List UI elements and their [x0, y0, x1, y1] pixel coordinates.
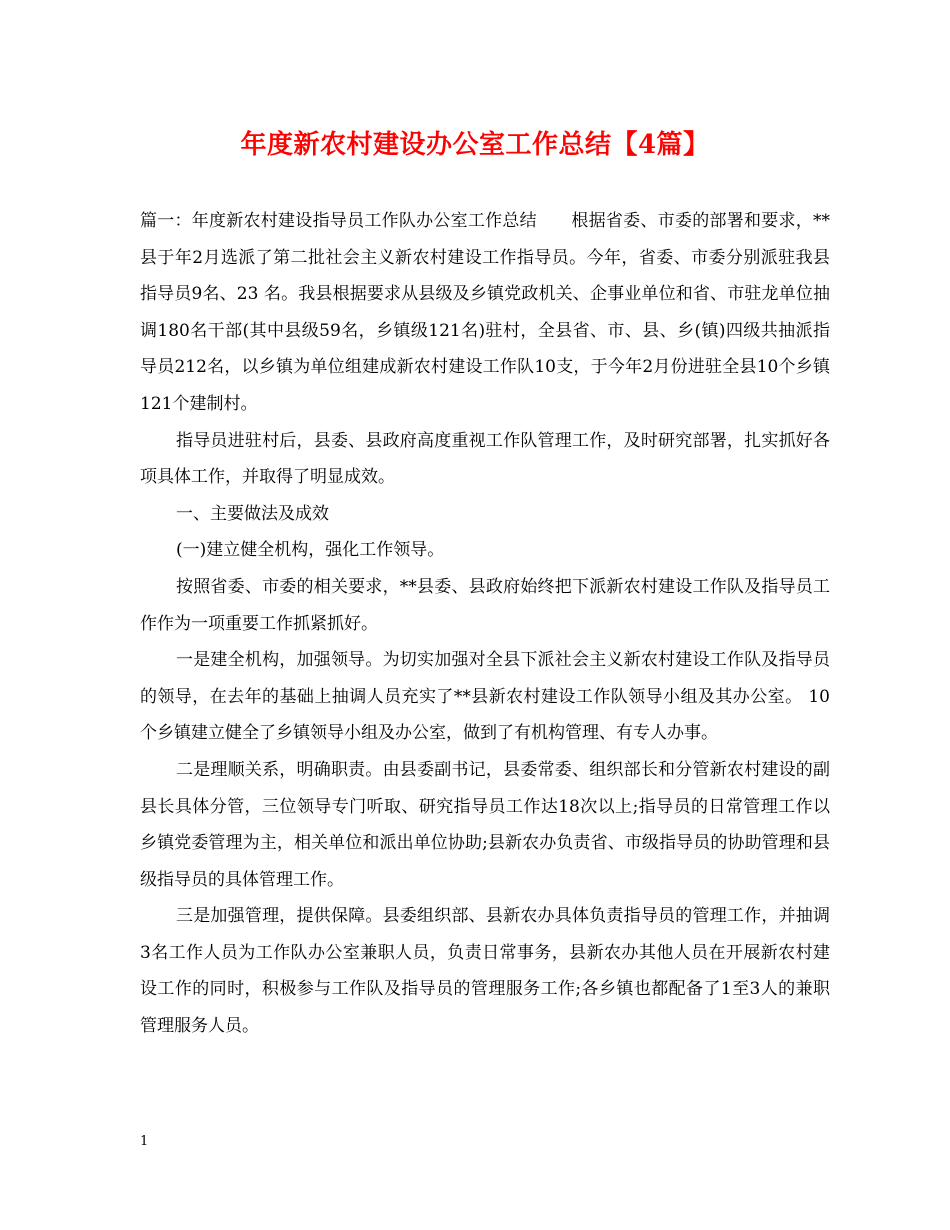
document-title: 年度新农村建设办公室工作总结【4篇】 [240, 130, 710, 160]
paragraph-2: 指导员进驻村后，县委、县政府高度重视工作队管理工作，及时研究部署，扎实抓好各项具体工作，并取得了明显成效。 [140, 430, 830, 488]
document-body [140, 203, 830, 1045]
paragraph-7: 二是理顺关系，明确职责。由县委副书记，县委常委、组织部长和分管新农村建设的副县长具体分管，三位领导专门听取、研究指导员工作达18次以上;指导员的日常管理工作以乡镇党委管理为主，相关单位和派出单位协助;县新农办负责省、市级指导员的协助管理和县级指导员的具体管理工作。 [140, 759, 830, 890]
subsection-heading: (一)建立健全机构，强化工作领导。 [176, 540, 445, 561]
paragraph-1: 篇一：年度新农村建设指导员工作队办公室工作总结 根据省委、市委的部署和要求，**县于年2月选派了第二批社会主义新农村建设工作指导员。今年，省委、市委分别派驻我县指导员9名、23 名。我县根据要求从县级及乡镇党政机关、企事业单位和省、市驻龙单位抽调180名干部(其中县级59名，乡镇级121名)驻村，全县省、市、县、乡(镇)四级共抽派指导员212名，以乡镇为单位组建成新农村建设工作队10支，于今年2月份进驻全县10个乡镇121个建制村。 [140, 211, 830, 414]
paragraph-8: 三是加强管理，提供保障。县委组织部、县新农办具体负责指导员的管理工作，并抽调3名工作人员为工作队办公室兼职人员，负责日常事务，县新农办其他人员在开展新农村建设工作的同时，积极参与工作队及指导员的管理服务工作;各乡镇也都配备了1至3人的兼职管理服务人员。 [140, 906, 830, 1037]
paragraph-6: 一是建全机构，加强领导。为切实加强对全县下派社会主义新农村建设工作队及指导员的领导，在去年的基础上抽调人员充实了**县新农村建设工作队领导小组及其办公室。 10个乡镇建立健全了乡镇领导小组及办公室，做到了有机构管理、有专人办事。 [140, 650, 830, 744]
page-number: 1 [140, 1134, 149, 1149]
paragraph-5: 按照省委、市委的相关要求，**县委、县政府始终把下派新农村建设工作队及指导员工作作为一项重要工作抓紧抓好。 [140, 576, 830, 634]
section-heading: 一、主要做法及成效 [176, 503, 329, 524]
